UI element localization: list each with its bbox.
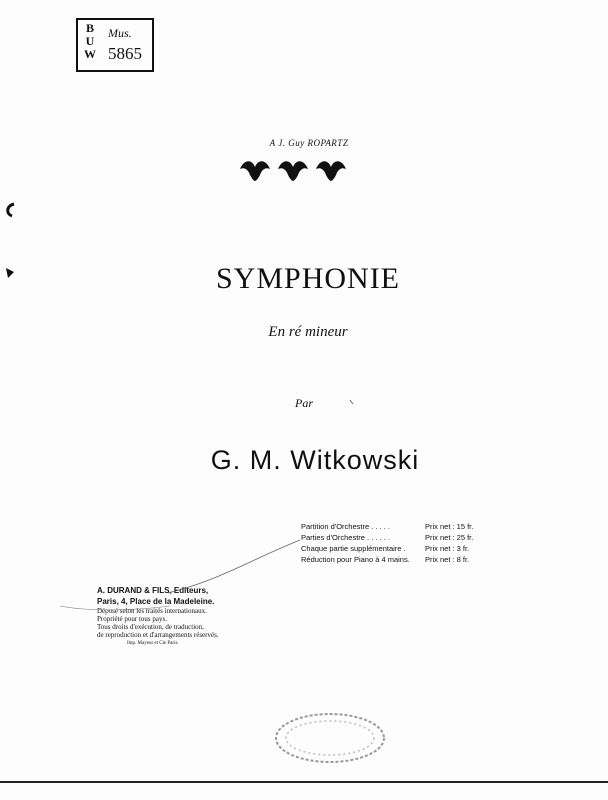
composer-name: G. M. Witkowski <box>210 445 420 475</box>
work-title: SYMPHONIE <box>215 262 401 295</box>
edition-label: Partition d'Orchestre . . . . . <box>301 522 390 531</box>
stamp-letter: B <box>85 21 94 35</box>
price-row <box>301 543 501 554</box>
library-seal-icon <box>270 708 390 768</box>
bottom-edge-rule <box>0 781 608 783</box>
price-list <box>301 521 501 565</box>
stamp-letter: W <box>84 47 96 61</box>
edition-price: Prix net : 25 fr. <box>425 533 474 542</box>
price-row <box>301 532 501 543</box>
stamp-letters <box>82 22 98 61</box>
work-key: En ré mineur <box>268 324 348 340</box>
edition-label: Parties d'Orchestre . . . . . . <box>301 533 390 542</box>
price-row <box>301 554 501 565</box>
edition-price: Prix net : 15 fr. <box>425 522 474 531</box>
fleuron-icon <box>240 161 270 181</box>
stamp-code-prefix: Mus. <box>108 26 132 40</box>
price-row <box>301 521 501 532</box>
fleuron-ornaments <box>238 155 348 183</box>
edition-price: Prix net : 3 fr. <box>425 544 470 553</box>
rights-note: Déposé selon les traités internationaux. <box>97 607 207 615</box>
edition-label: Chaque partie supplémentaire . <box>301 544 406 553</box>
edition-price: Prix net : 8 fr. <box>425 555 470 564</box>
printer-imprint: Imp. Mayeur et Cie Paris. <box>127 641 179 646</box>
rights-note: Tous droits d'exécution, de traduction, <box>97 623 204 631</box>
by-label: Par <box>295 396 313 410</box>
dedication: A J. Guy ROPARTZ <box>269 138 349 148</box>
rights-note: de reproduction et d'arrangements réservés. <box>97 631 219 639</box>
publisher-name: A. DURAND & FILS, Editeurs, <box>97 586 209 595</box>
rights-note: Propriété pour tous pays. <box>97 615 167 623</box>
fleuron-icon <box>316 161 346 181</box>
library-stamp <box>76 18 154 72</box>
edition-label: Réduction pour Piano à 4 mains. <box>301 555 410 564</box>
publisher-block <box>97 585 297 649</box>
stamp-code-number: 5865 <box>108 44 142 63</box>
stamp-letter: U <box>85 34 95 48</box>
publisher-address: Paris, 4, Place de la Madeleine. <box>97 597 215 606</box>
fleuron-icon <box>278 161 308 181</box>
